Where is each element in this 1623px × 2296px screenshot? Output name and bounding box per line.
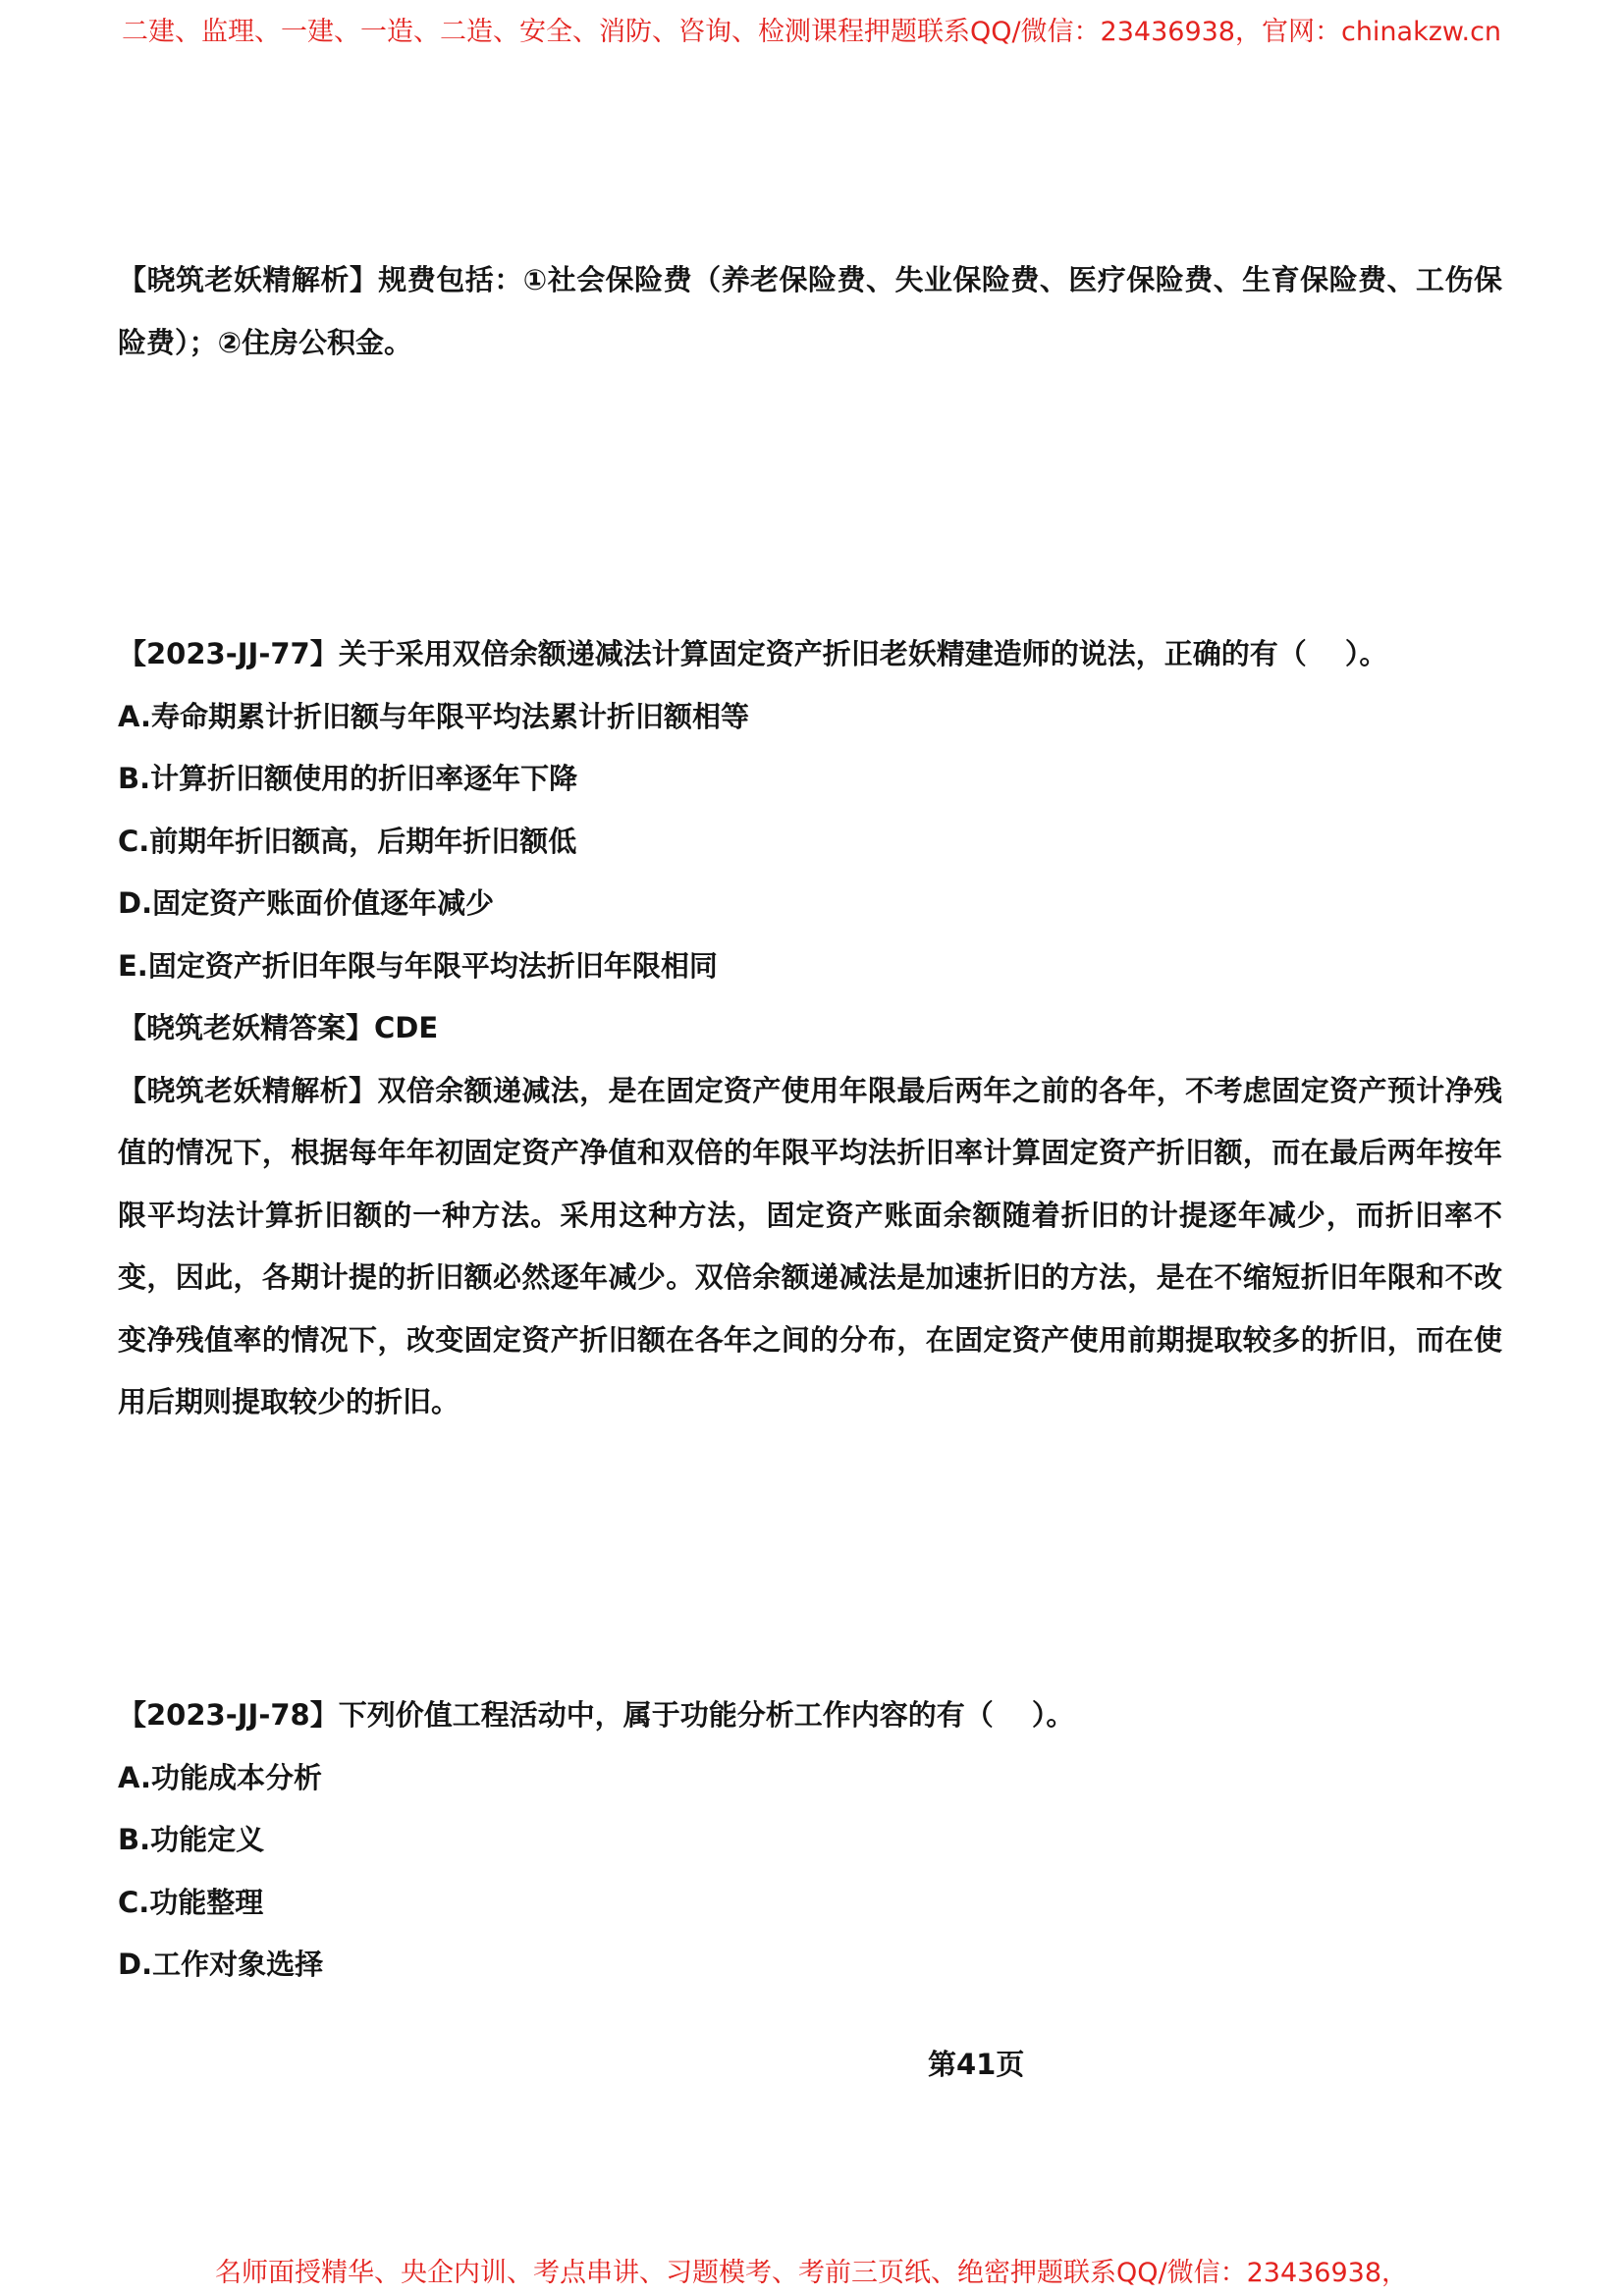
option-a: A.寿命期累计折旧额与年限平均法累计折旧额相等 bbox=[118, 699, 749, 733]
page-number: 第41页 bbox=[928, 2048, 1025, 2081]
explanation-line: 限平均法计算折旧额的一种方法。采用这种方法，固定资产账面余额随着折旧的计提逐年减少，而折旧率不 bbox=[118, 1198, 1502, 1232]
explanation-line: 险费）；②住房公积金。 bbox=[118, 325, 413, 359]
option-c: C.功能整理 bbox=[118, 1885, 264, 1919]
answer-line: 【晓筑老妖精答案】CDE bbox=[118, 1011, 439, 1044]
option-d: D.工作对象选择 bbox=[118, 1948, 324, 1981]
option-d: D.固定资产账面价值逐年减少 bbox=[118, 886, 495, 920]
question-stem: 【2023-JJ-77】关于采用双倍余额递减法计算固定资产折旧老妖精建造师的说法，正确的有（ ）。 bbox=[118, 637, 1388, 670]
explanation-line: 用后期则提取较少的折旧。 bbox=[118, 1385, 460, 1418]
question-stem: 【2023-JJ-78】下列价值工程活动中，属于功能分析工作内容的有（ ）。 bbox=[118, 1698, 1075, 1732]
footer-banner: 名师面授精华、央企内训、考点串讲、习题模考、考前三页纸、绝密押题联系QQ/微信：23436938， bbox=[214, 2258, 1409, 2288]
explanation-line: 变，因此，各期计提的折旧额必然逐年减少。双倍余额递减法是加速折旧的方法，是在不缩短折旧年限和不改 bbox=[118, 1260, 1502, 1294]
option-b: B.功能定义 bbox=[118, 1823, 265, 1856]
explanation-line: 【晓筑老妖精解析】规费包括：①社会保险费（养老保险费、失业保险费、医疗保险费、生育保险费、工伤保 bbox=[118, 263, 1502, 296]
previous-explanation bbox=[118, 249, 1502, 374]
header-banner: 二建、监理、一建、一造、二造、安全、消防、咨询、检测课程押题联系QQ/微信：23436938，官网：chinakzw.cn bbox=[121, 17, 1502, 47]
explanation-line: 变净残值率的情况下，改变固定资产折旧额在各年之间的分布，在固定资产使用前期提取较多的折旧，而在使 bbox=[118, 1322, 1502, 1357]
option-e: E.固定资产折旧年限与年限平均法折旧年限相同 bbox=[118, 948, 718, 983]
explanation-line: 【晓筑老妖精解析】双倍余额递减法，是在固定资产使用年限最后两年之前的各年，不考虑固定资产预计净残 bbox=[118, 1073, 1502, 1107]
explanation-line: 值的情况下，根据每年年初固定资产净值和双倍的年限平均法折旧率计算固定资产折旧额，而在最后两年按年 bbox=[118, 1136, 1502, 1169]
option-a: A.功能成本分析 bbox=[118, 1760, 322, 1794]
option-c: C.前期年折旧额高，后期年折旧额低 bbox=[118, 824, 577, 858]
question-77 bbox=[118, 623, 1502, 1434]
question-78 bbox=[118, 1684, 1502, 1997]
option-b: B.计算折旧额使用的折旧率逐年下降 bbox=[118, 762, 578, 795]
